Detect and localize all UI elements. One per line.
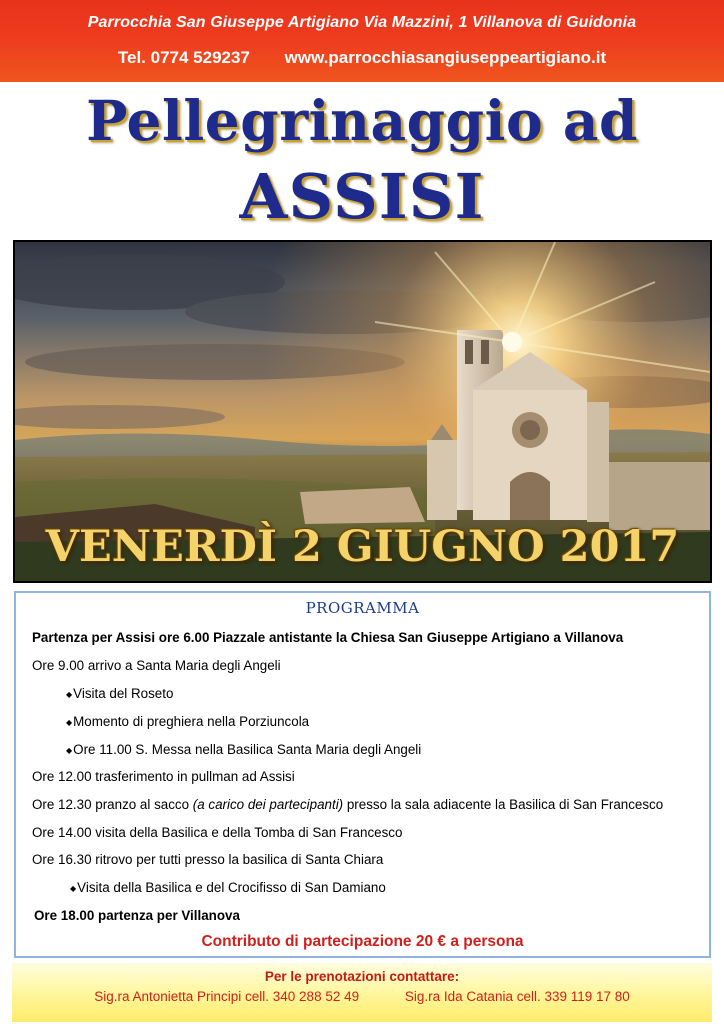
program-item-return: Ore 18.00 partenza per Villanova [34,908,240,923]
program-subitem-porziuncola [66,714,309,729]
bullet-icon: ◆ [66,718,73,727]
program-subitem-mass [66,742,421,757]
booking-label: Per le prenotazioni contattare: [264,969,460,984]
lunch-note: (a carico dei partecipanti) [192,797,344,812]
lunch-text: Ore 12.30 pranzo al sacco [32,797,193,812]
program-item-departure: Partenza per Assisi ore 6.00 Piazzale antistante la Chiesa San Giuseppe Artigiano a Villanova [32,630,624,645]
parish-website: www.parrocchiasangiuseppeartigiano.it [284,48,607,67]
bullet-icon: ◆ [66,690,73,699]
program-item-meet: Ore 16.30 ritrovo per tutti presso la basilica di Santa Chiara [32,852,384,867]
event-date: VENERDÌ 2 GIUGNO 2017 [45,522,680,572]
booking-contacts [12,989,712,1004]
lunch-location: presso la sala adiacente la Basilica di San Francesco [343,797,664,812]
parish-address: Parrocchia San Giuseppe Artigiano Via Mazzini, 1 Villanova di Guidonia [87,14,637,31]
bullet-icon: ◆ [66,746,73,755]
program-heading: PROGRAMMA [305,599,420,617]
program-subitem-damiano [70,880,386,895]
program-subitem-roseto [66,686,173,701]
program-item-visit: Ore 14.00 visita della Basilica e della Tomba di San Francesco [32,825,403,840]
contact-catania: Sig.ra Ida Catania cell. 339 119 17 80 [404,989,630,1004]
program-subitem-text: Visita della Basilica e del Crocifisso di San Damiano [77,880,386,895]
title-line-2: ASSISI [239,160,485,233]
booking-footer [12,963,712,1022]
program-subitem-text: Ore 11.00 S. Messa nella Basilica Santa Maria degli Angeli [73,742,422,757]
program-item-arrival: Ore 9.00 arrivo a Santa Maria degli Angeli [32,658,281,673]
program-box [14,591,711,958]
bullet-icon: ◆ [70,884,77,893]
program-subitem-text: Momento di preghiera nella Porziuncola [73,714,310,729]
contact-line [0,48,724,68]
title-line-1: Pellegrinaggio ad [86,88,638,153]
header-banner [0,0,724,82]
parish-phone: Tel. 0774 529237 [117,48,250,67]
program-item-transfer: Ore 12.00 trasferimento in pullman ad Assisi [32,769,295,784]
contribution-note: Contributo di partecipazione 20 € a persona [201,933,524,950]
program-subitem-text: Visita del Roseto [73,686,174,701]
program-item-lunch [32,797,663,812]
assisi-photo [13,240,712,583]
contact-principi: Sig.ra Antonietta Principi cell. 340 288 52 49 [94,989,360,1004]
